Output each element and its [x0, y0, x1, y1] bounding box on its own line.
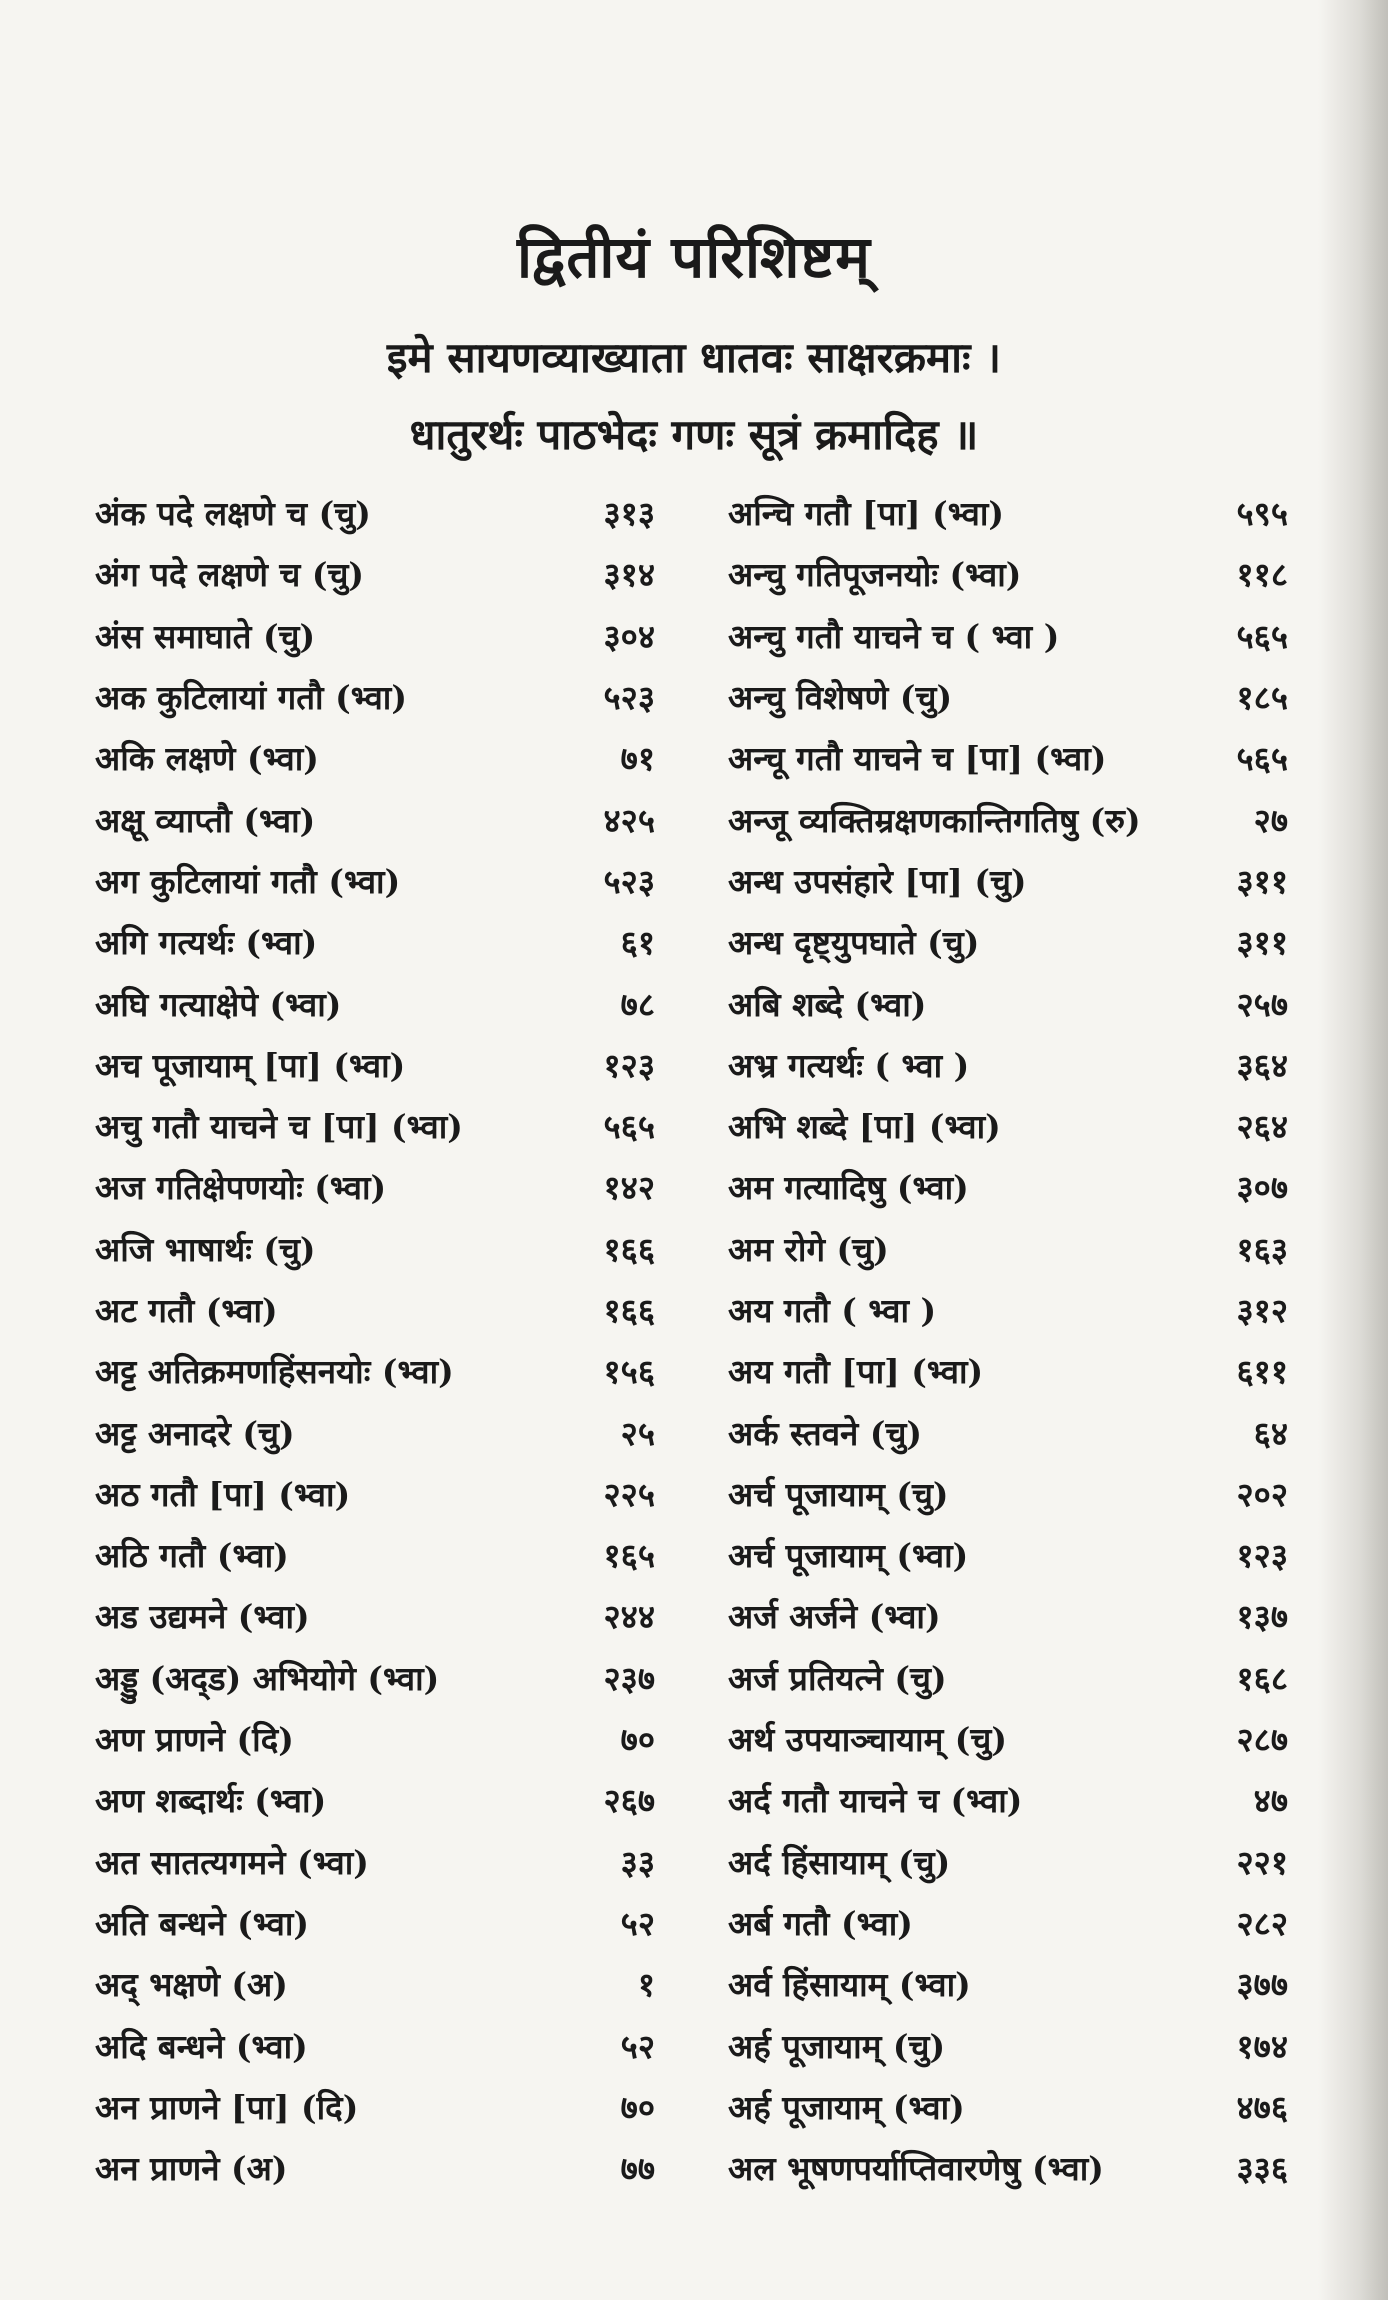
- dhatu-entry-text: अट गतौ (भ्वा): [95, 1291, 278, 1330]
- dhatu-entry-text: अल भूषणपर्याप्तिवारणेषु (भ्वा): [728, 2149, 1104, 2189]
- index-entry: [728, 1524, 1288, 1585]
- page-number: ५९५: [1236, 494, 1288, 534]
- index-entry: [95, 1524, 655, 1585]
- page-number: ३६४: [1236, 1045, 1288, 1085]
- dhatu-entry-text: अर्थ उपयाञ्चायाम् (चु): [728, 1720, 1007, 1760]
- index-entry: [95, 788, 655, 849]
- index-entry: [95, 605, 655, 666]
- index-entry: [95, 2014, 655, 2075]
- page-number: २८७: [1236, 1720, 1288, 1760]
- index-entry: [95, 1218, 655, 1279]
- page-number: १४२: [603, 1168, 655, 1208]
- index-entry: [95, 1892, 655, 1953]
- index-entry: [95, 1953, 655, 2014]
- page-number: ७१: [620, 739, 655, 779]
- index-entry: [728, 1095, 1288, 1156]
- index-entry: [728, 1708, 1288, 1769]
- dhatu-entry-text: अति बन्धने (भ्वा): [95, 1903, 310, 1943]
- page-number: ३३: [620, 1842, 655, 1882]
- index-entry: [728, 727, 1288, 788]
- dhatu-entry-text: अर्च पूजायाम् (चु): [728, 1474, 949, 1514]
- page-number: ३१३: [603, 494, 655, 534]
- index-entry: [728, 2014, 1288, 2075]
- page-number: १२३: [1236, 1536, 1288, 1576]
- index-entry: [728, 1463, 1288, 1524]
- index-entry: [728, 1218, 1288, 1279]
- dhatu-entry-text: अर्ब गतौ (भ्वा): [728, 1903, 913, 1943]
- dhatu-entry-text: अन्ध उपसंहारे [पा] (चु): [728, 861, 1027, 901]
- dhatu-entry-text: अम रोगे (चु): [728, 1229, 889, 1269]
- page-number: १३७: [1236, 1597, 1288, 1637]
- page-number: ५२: [620, 2026, 655, 2066]
- page-number: ३११: [1236, 923, 1288, 963]
- dhatu-entry-text: अर्ह पूजायाम् (चु): [728, 2026, 946, 2066]
- page-number: ३०७: [1236, 1168, 1288, 1208]
- index-entry: [95, 1585, 655, 1646]
- page-number: ३३६: [1236, 2149, 1288, 2189]
- page-number: ५२: [620, 1903, 655, 1943]
- index-entry: [95, 482, 655, 543]
- dhatu-entry-text: अड्डु (अद्ड) अभियोगे (भ्वा): [95, 1658, 440, 1698]
- page-number: ४७: [1253, 1781, 1288, 1821]
- dhatu-entry-text: अंक पदे लक्षणे च (चु): [95, 494, 371, 534]
- index-entry: [728, 850, 1288, 911]
- page-number: ३११: [1236, 861, 1288, 901]
- dhatu-entry-text: अच पूजायाम् [पा] (भ्वा): [95, 1045, 406, 1085]
- page-number: २५७: [1236, 984, 1288, 1024]
- dhatu-entry-text: अठ गतौ [पा] (भ्वा): [95, 1474, 351, 1514]
- index-entry: [95, 1708, 655, 1769]
- dhatu-entry-text: अजि भाषार्थः (चु): [95, 1229, 316, 1269]
- dhatu-entry-text: अर्ह पूजायाम् (भ्वा): [728, 2087, 965, 2127]
- page-number: १६६: [603, 1229, 655, 1269]
- page-number: २३७: [603, 1658, 655, 1698]
- index-entry: [95, 1156, 655, 1217]
- index-entry: [728, 1953, 1288, 2014]
- left-index-column: [95, 482, 655, 2198]
- intro-verse-line-2: धातुरर्थः पाठभेदः गणः सूत्रं क्रमादिह ॥: [409, 410, 979, 459]
- dhatu-entry-text: अकि लक्षणे (भ्वा): [95, 739, 319, 779]
- dhatu-entry-text: अन्चि गतौ [पा] (भ्वा): [728, 494, 1005, 534]
- index-entry: [728, 1585, 1288, 1646]
- page-number: ६११: [1236, 1352, 1288, 1392]
- page-number: ६४: [1253, 1413, 1288, 1453]
- dhatu-entry-text: अय गतौ [पा] (भ्वा): [728, 1352, 984, 1392]
- index-entry: [728, 1340, 1288, 1401]
- page-number: ५२३: [603, 861, 655, 901]
- index-entry: [728, 1831, 1288, 1892]
- dhatu-entry-text: अन्चु विशेषणे (चु): [728, 678, 953, 718]
- index-entry: [728, 1647, 1288, 1708]
- intro-verse-line-1: इमे सायणव्याख्याता धातवः साक्षरक्रमाः ।: [386, 333, 1002, 382]
- page-number: २४४: [603, 1597, 655, 1637]
- dhatu-entry-text: अन्चु गतिपूजनयोः (भ्वा): [728, 555, 1022, 595]
- page-number: ३१२: [1236, 1291, 1288, 1330]
- dhatu-entry-text: अभ्र गत्यर्थः ( भ्वा ): [728, 1045, 970, 1085]
- page-number: ५२३: [603, 678, 655, 718]
- dhatu-entry-text: अर्ज अर्जने (भ्वा): [728, 1597, 941, 1637]
- index-entry: [95, 543, 655, 604]
- page-number: ५६५: [603, 1107, 655, 1147]
- index-entry: [728, 788, 1288, 849]
- index-entry: [728, 1892, 1288, 1953]
- page-number: १६६: [603, 1291, 655, 1330]
- page-number: १८५: [1236, 678, 1288, 718]
- page-number: ४७६: [1236, 2087, 1288, 2127]
- dhatu-entry-text: अड उद्यमने (भ्वा): [95, 1597, 310, 1637]
- dhatu-entry-text: अन्ध दृष्ट्युपघाते (चु): [728, 923, 980, 963]
- index-entry: [728, 1279, 1288, 1340]
- page-number: ५६५: [1236, 739, 1288, 779]
- index-entry: [728, 1156, 1288, 1217]
- dhatu-entry-text: अबि शब्दे (भ्वा): [728, 984, 927, 1024]
- index-entry: [728, 2137, 1288, 2198]
- dhatu-entry-text: अघि गत्याक्षेपे (भ्वा): [95, 984, 342, 1024]
- page-number: ३७७: [1236, 1965, 1288, 2005]
- index-entry: [95, 1034, 655, 1095]
- index-entry: [95, 911, 655, 972]
- page-number: ३०४: [603, 616, 655, 656]
- index-entry: [728, 543, 1288, 604]
- index-entry: [728, 482, 1288, 543]
- page-number: ७७: [620, 2149, 655, 2189]
- dhatu-entry-text: अंग पदे लक्षणे च (चु): [95, 555, 365, 595]
- index-entry: [728, 1034, 1288, 1095]
- dhatu-entry-text: अर्ज प्रतियत्ने (चु): [728, 1658, 947, 1698]
- index-entry: [95, 1463, 655, 1524]
- index-entry: [95, 1401, 655, 1462]
- index-entry: [728, 2076, 1288, 2137]
- dhatu-entry-text: अभि शब्दे [पा] (भ्वा): [728, 1107, 1001, 1147]
- index-entry: [95, 2076, 655, 2137]
- dhatu-entry-text: अम गत्यादिषु (भ्वा): [728, 1168, 969, 1208]
- page-number: २६४: [1236, 1107, 1288, 1147]
- index-entry: [95, 1769, 655, 1830]
- index-entry: [95, 1647, 655, 1708]
- index-entry: [95, 666, 655, 727]
- page-number: १७४: [1236, 2026, 1288, 2066]
- dhatu-entry-text: अट्ट अतिक्रमणहिंसनयोः (भ्वा): [95, 1352, 454, 1392]
- page-number: ३१४: [603, 555, 655, 595]
- page-number: २८२: [1236, 1903, 1288, 1943]
- page-number: १२३: [603, 1045, 655, 1085]
- dhatu-entry-text: अन्चू गतौ याचने च [पा] (भ्वा): [728, 739, 1107, 779]
- dhatu-entry-text: अण प्राणने (दि): [95, 1720, 294, 1760]
- dhatu-entry-text: अद् भक्षणे (अ): [95, 1965, 288, 2005]
- page-number: १६५: [603, 1536, 655, 1576]
- page-number: २६७: [603, 1781, 655, 1821]
- page-number: २०२: [1236, 1474, 1288, 1514]
- page-number: ५६५: [1236, 616, 1288, 656]
- dhatu-entry-text: अन प्राणने [पा] (दि): [95, 2087, 359, 2127]
- index-entry: [95, 972, 655, 1033]
- dhatu-entry-text: अगि गत्यर्थः (भ्वा): [95, 923, 318, 963]
- index-entry: [728, 1401, 1288, 1462]
- dhatu-entry-text: अट्ट अनादरे (चु): [95, 1413, 295, 1453]
- dhatu-entry-text: अदि बन्धने (भ्वा): [95, 2026, 308, 2066]
- index-entry: [95, 1095, 655, 1156]
- dhatu-entry-text: अक कुटिलायां गतौ (भ्वा): [95, 678, 407, 718]
- index-entry: [728, 911, 1288, 972]
- index-entry: [95, 727, 655, 788]
- dhatu-entry-text: अचु गतौ याचने च [पा] (भ्वा): [95, 1107, 463, 1147]
- dhatu-entry-text: अन प्राणने (अ): [95, 2149, 288, 2189]
- page-number: २२५: [603, 1474, 655, 1514]
- page-number: ७०: [620, 2087, 655, 2127]
- page-number: २७: [1253, 800, 1288, 840]
- page-number: २५: [620, 1413, 655, 1453]
- page-number: १६३: [1236, 1229, 1288, 1269]
- dhatu-entry-text: अर्द हिंसायाम् (चु): [728, 1842, 951, 1882]
- index-entry: [95, 1279, 655, 1340]
- page-number: ११८: [1236, 555, 1288, 595]
- dhatu-entry-text: अण शब्दार्थः (भ्वा): [95, 1781, 327, 1821]
- page-number: १६८: [1236, 1658, 1288, 1698]
- index-entry: [728, 666, 1288, 727]
- appendix-title: द्वितीयं परिशिष्टम्: [517, 223, 871, 291]
- dhatu-entry-text: अक्षू व्याप्तौ (भ्वा): [95, 800, 316, 840]
- page-number: ७०: [620, 1720, 655, 1760]
- index-entry: [95, 2137, 655, 2198]
- page-number: ७८: [620, 984, 655, 1024]
- page-number: १: [637, 1965, 655, 2005]
- index-entry: [728, 605, 1288, 666]
- dhatu-entry-text: अग कुटिलायां गतौ (भ्वा): [95, 861, 401, 901]
- dhatu-entry-text: अर्द गतौ याचने च (भ्वा): [728, 1781, 1023, 1821]
- dhatu-entry-text: अय गतौ ( भ्वा ): [728, 1291, 937, 1330]
- page-number: १५६: [603, 1352, 655, 1392]
- page-number: २२१: [1236, 1842, 1288, 1882]
- index-entry: [95, 1340, 655, 1401]
- page-number: ४२५: [603, 800, 655, 840]
- dhatu-entry-text: अर्क स्तवने (चु): [728, 1413, 923, 1453]
- index-entry: [728, 972, 1288, 1033]
- dhatu-entry-text: अंस समाघाते (चु): [95, 616, 316, 656]
- right-index-column: [728, 482, 1288, 2198]
- index-entry: [95, 1831, 655, 1892]
- dhatu-entry-text: अर्व हिंसायाम् (भ्वा): [728, 1965, 971, 2005]
- dhatu-entry-text: अन्जू व्यक्तिम्रक्षणकान्तिगतिषु (रु): [728, 800, 1141, 840]
- index-entry: [95, 850, 655, 911]
- dhatu-entry-text: अठि गतौ (भ्वा): [95, 1536, 289, 1576]
- dhatu-entry-text: अर्च पूजायाम् (भ्वा): [728, 1536, 969, 1576]
- dhatu-entry-text: अत सातत्यगमने (भ्वा): [95, 1842, 369, 1882]
- dhatu-entry-text: अज गतिक्षेपणयोः (भ्वा): [95, 1168, 387, 1208]
- index-entry: [728, 1769, 1288, 1830]
- page-number: ६१: [620, 923, 655, 963]
- dhatu-entry-text: अन्चु गतौ याचने च ( भ्वा ): [728, 616, 1060, 656]
